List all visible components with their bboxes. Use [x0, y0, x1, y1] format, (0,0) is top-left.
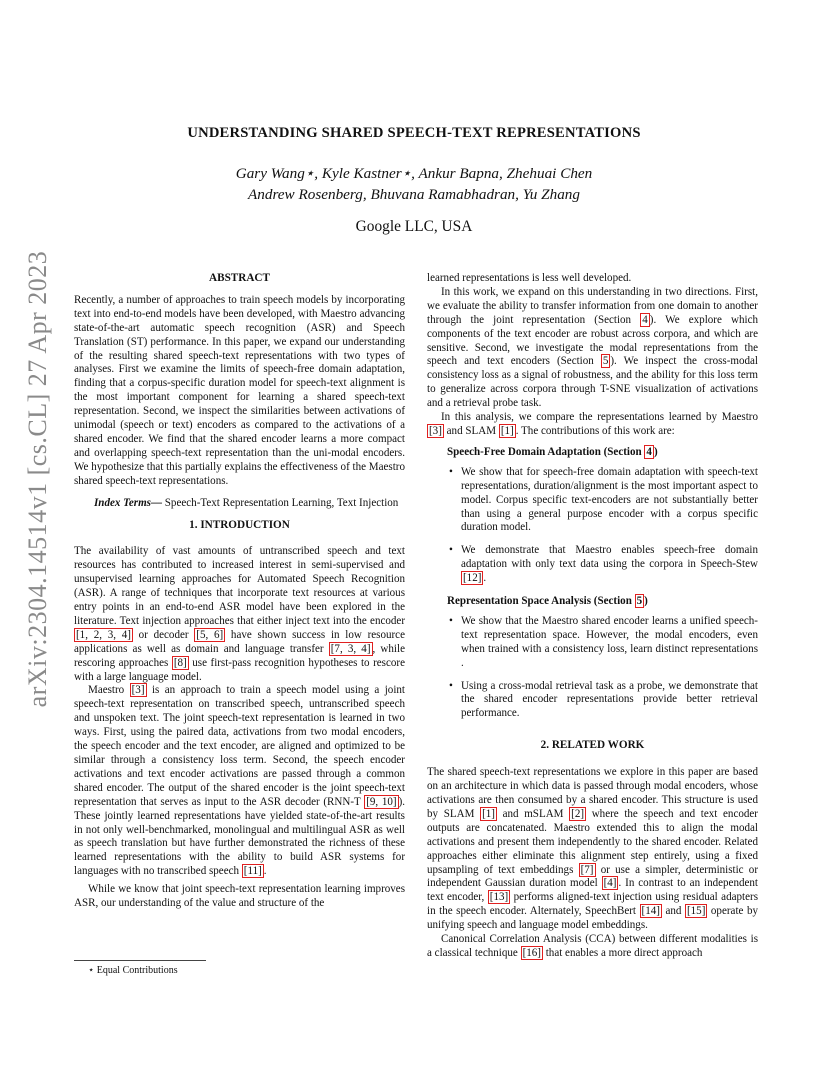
citation-link[interactable]: [8]: [173, 656, 187, 669]
citation-link[interactable]: [12]: [463, 572, 482, 585]
list-item: • Using a cross-modal retrieval task as a probe, we demonstrate that the shared encoder representations provide better retrieval performance.: [461, 680, 758, 722]
citation-link[interactable]: [7]: [580, 863, 594, 876]
index-terms: [74, 497, 405, 511]
citation-link[interactable]: [11]: [243, 865, 262, 878]
intro-paragraph-3: While we know that joint speech-text representation learning improves ASR, our understanding of the value and structure of the: [74, 883, 405, 910]
contribution-list-1: [427, 466, 758, 586]
citation-link[interactable]: [15]: [686, 905, 706, 918]
citation-link[interactable]: [13]: [489, 891, 509, 904]
section-link[interactable]: 5: [636, 595, 643, 608]
abstract-heading: ABSTRACT: [209, 272, 270, 284]
contribution-heading-2: Representation Space Analysis (Section 5 ): [447, 595, 648, 608]
citation-link[interactable]: [4]: [603, 877, 617, 890]
citation-link[interactable]: [3]: [429, 424, 442, 437]
arxiv-identifier: arXiv:2304.14514v1 [cs.CL] 27 Apr 2023: [23, 250, 52, 708]
author-block: [0, 163, 828, 205]
contribution-heading-1: Speech-Free Domain Adaptation (Section 4 ): [447, 445, 658, 458]
citation-link[interactable]: [1, 2, 3, 4]: [76, 628, 131, 641]
citation-link[interactable]: [5, 6]: [196, 628, 224, 641]
right-paragraph-1: In this work, we expand on this understanding in two directions. First, we evaluate the ability to transfer information from one domain to another through the joint representation (Section 4 ). We explore which components of the text encoder are robust across corpora, and which are sensitive. Second, we investigate the modal representations from the speech and text encoders (Section 5 ). We inspect the cross-modal consistency loss as a signal of robustness, and the ability for this loss term to generalize across corpora through T-SNE visualization of activations and a retrieval probe task.: [427, 285, 759, 410]
intro-heading: 1. INTRODUCTION: [189, 518, 290, 531]
paper-title: UNDERSTANDING SHARED SPEECH-TEXT REPRESENTATIONS: [187, 125, 641, 141]
citation-link[interactable]: [1]: [482, 807, 495, 820]
citation-link[interactable]: [3]: [131, 684, 145, 697]
contribution-list-2: [427, 615, 758, 721]
related-paragraph-2: Canonical Correlation Analysis (CCA) between different modalities is a classical technique [16] that enables a more direct approach: [427, 933, 758, 959]
footnote: [74, 960, 405, 976]
citation-link[interactable]: [14]: [641, 905, 660, 918]
right-paragraph-0: learned representations is less well developed.: [427, 272, 632, 284]
right-paragraph-2: In this analysis, we compare the representations learned by Maestro [3] and SLAM [1] . The contributions of this work are:: [429, 411, 758, 437]
citation-link[interactable]: [16]: [522, 946, 541, 959]
citation-link[interactable]: [7, 3, 4]: [330, 642, 371, 655]
footnote-rule: [74, 960, 206, 961]
footnote-text: ⋆ Equal Contributions: [88, 965, 178, 976]
authors-line-2: Andrew Rosenberg, Bhuvana Ramabhadran, Yu Zhang: [247, 186, 580, 203]
abstract-text: Recently, a number of approaches to train speech models by incorporating text into end-to-end models have been developed, with Maestro advancing state-of-the-art automatic speech recognition (ASR) and Speech Translation (ST) performance. In this paper, we expand our understanding of the resulting shared speech-text representations with two types of analyses. First we examine the limits of speech-free domain adaptation, finding that a corpus-specific duration model for speech-text alignment is the most important component for learning a shared speech-text representation. Second, we inspect the similarities between activations of unimodal (speech or text) encoders as compared to the activations of a shared encoder. We find that the shared encoder learns a more compact and overlapping speech-text representation than the uni-modal encoders. We hypothesize that this partially explains the effectiveness of the Maestro shared speech-text representations.: [74, 293, 405, 487]
citation-link[interactable]: [1]: [500, 424, 514, 437]
section-link[interactable]: 4: [646, 445, 652, 458]
arxiv-side-label: [18, 250, 58, 708]
left-column: [74, 272, 405, 911]
index-terms-text: Speech-Text Representation Learning, Text Injection: [162, 496, 399, 509]
index-terms-label: Index Terms—: [94, 496, 163, 509]
list-item: • We demonstrate that Maestro enables speech-free domain adaptation with only text data using the corpora in Speech-Stew [12] .: [461, 544, 758, 586]
affiliation: Google LLC, USA: [355, 218, 473, 235]
list-item: • We show that the Maestro shared encoder learns a unified speech-text representation space. However, the modal encoders, even when trained with a consistency loss, learn distinct representations .: [461, 615, 758, 671]
authors-line-1: Gary Wang⋆, Kyle Kastner⋆, Ankur Bapna, Zhehuai Chen: [235, 165, 593, 182]
intro-paragraph-1: The availability of vast amounts of untranscribed speech and text resources has contributed to increased interest in semi-supervised and unsupervised learning approaches for Automated Speech Recognition (ASR). A range of techniques that incorporate text resources at various entry points in an end-to-end ASR model have been explored in the literature. Text injection approaches that either inject text into the encoder [1, 2, 3, 4] or decoder [5, 6] have shown success in low resource applications as well as domain and language transfer [7, 3, 4] , while rescoring approaches [8] use first-pass recognition hypotheses to rescore with a large language model.: [74, 545, 405, 683]
right-column: [427, 272, 758, 961]
related-work-heading: 2. RELATED WORK: [540, 739, 645, 752]
citation-link[interactable]: [9, 10]: [366, 795, 397, 808]
section-link[interactable]: 4: [642, 313, 648, 326]
intro-paragraph-2: Maestro [3] is an approach to train a speech model using a joint speech-text representation on transcribed speech, untranscribed speech and unspoken text. The joint speech-text representation is learned in two ways. First, using the paired data, activations from two modal encoders, the speech encoder and the text encoder, are aligned and optimized to be similar through a consistency loss term. Second, the speech encoder activations and text encoder activations are passed through a common shared encoder. The output of the shared encoder is the joint speech-text representation that serves as input to the ASR decoder (RNN-T [9, 10] ). These jointly learned representations have yielded state-of-the-art results in not only well-benchmarked, monolingual and multilingual ASR as well as speech translation but have further demonstrated the richness of these learned representations with the ability to build ASR systems for languages with no transcribed speech [11] .: [74, 684, 406, 878]
list-item: • We show that for speech-free domain adaptation with speech-text representations, duration/alignment is the most important aspect to model. Corpus specific text-encoders are not substantially better than using a general purpose encoder with a corpus specific duration model.: [461, 466, 758, 536]
citation-link[interactable]: [2]: [571, 807, 585, 820]
related-paragraph-1: The shared speech-text representations we explore in this paper are based on an architecture in which data is passed through modal encoders, whose activations are then consumed by a shared encoder. This structure is used by SLAM [1] and mSLAM [2] where the speech and text encoder outputs are concatenated. Maestro extended this to align the modal activations and present them independently to the shared encoder. Related approaches either eliminate this alignment step entirely, using a fixed upsampling of text embeddings [7] or use a simpler, deterministic or independent Gaussian duration model [4] . In contrast to an independent text encoder, [13] performs aligned-text injection using residual adapters in the speech encoder. Alternately, SpeechBert [14] and [15] operate by unifying speech and language model embeddings.: [427, 766, 759, 932]
section-link[interactable]: 5: [602, 355, 609, 368]
